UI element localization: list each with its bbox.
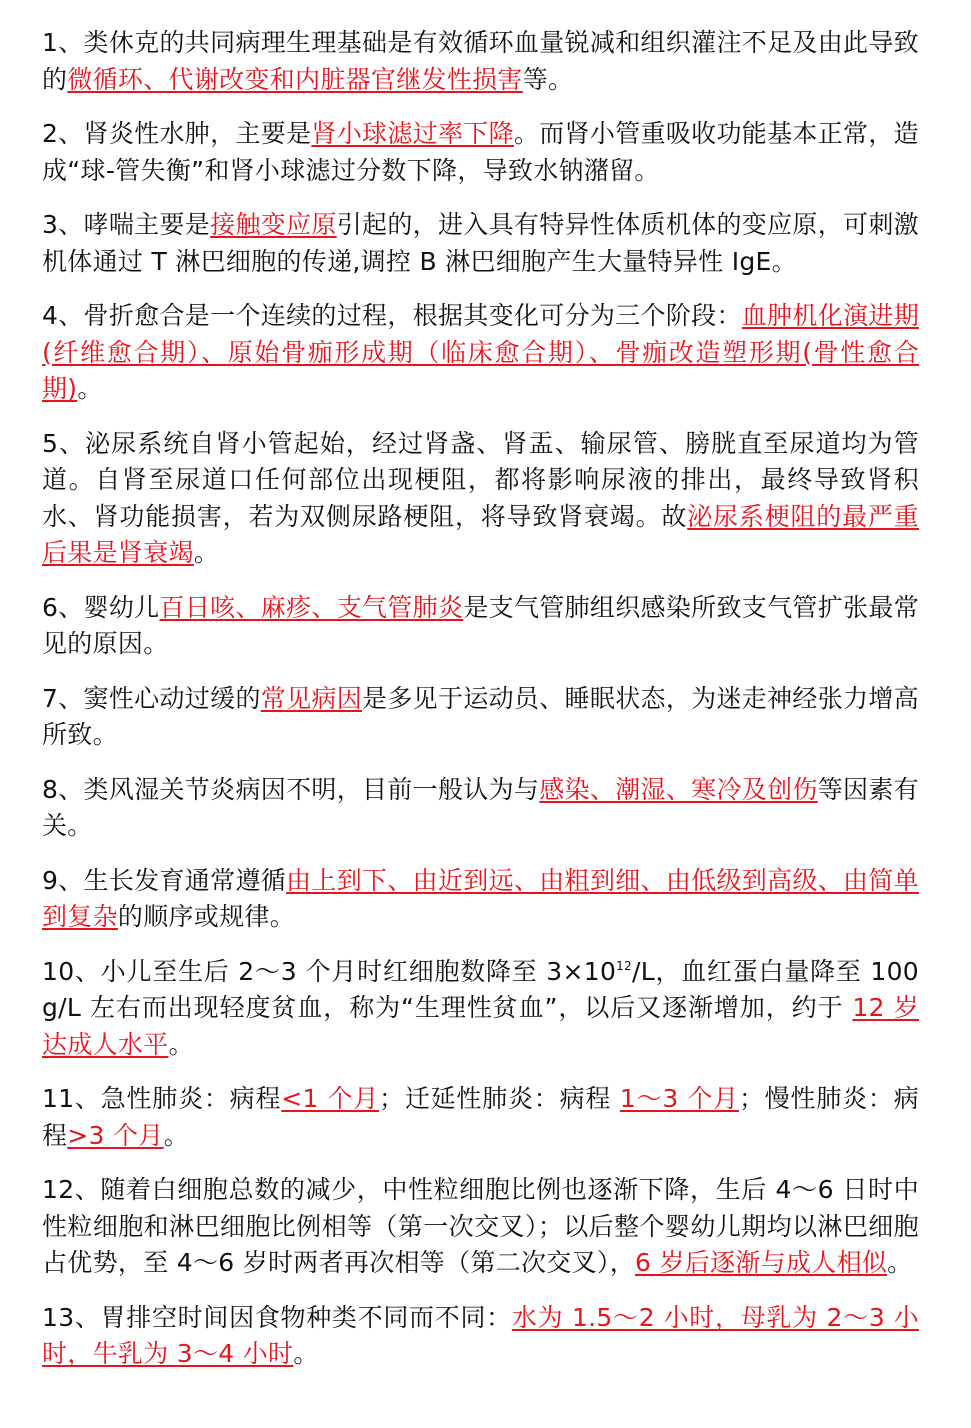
body-text: 等。: [522, 64, 574, 94]
knowledge-point-3: [42, 207, 919, 280]
knowledge-point-9: [42, 863, 919, 936]
highlighted-text: 泌尿系梗阻的最严重后果是肾衰竭: [42, 501, 919, 567]
body-text: ；慢性肺炎：病程: [42, 1084, 919, 1150]
body-text: 6、婴幼儿: [42, 592, 160, 622]
highlighted-text: >3 个月: [67, 1120, 164, 1150]
body-text: 。: [293, 1339, 319, 1368]
knowledge-point-2: [42, 116, 919, 189]
body-text: 5、泌尿系统自肾小管起始，经过肾盏、肾盂、输尿管、膀胱直至尿道均为管道。自肾至尿道口任何部位出现梗阻，都将影响尿液的排出，最终导致肾积水、肾功能损害，若为双侧尿路梗阻，将导致肾衰竭。故: [42, 428, 919, 531]
knowledge-point-11: [42, 1081, 919, 1154]
knowledge-point-1: [42, 25, 919, 98]
highlighted-text: 水为 1.5～2 小时，母乳为 2～3 小时，牛乳为 3～4 小时: [42, 1302, 919, 1368]
knowledge-point-8: [42, 772, 919, 845]
highlighted-text: 常见病因: [260, 683, 363, 713]
superscript-text: 12: [616, 958, 633, 973]
highlighted-text: 1～3 个月: [619, 1084, 739, 1113]
body-text: 。: [77, 374, 103, 403]
body-text: 12、随着白细胞总数的减少，中性粒细胞比例也逐渐下降，生后 4～6 日时中性粒细胞和淋巴细胞比例相等（第一次交叉）；以后整个婴幼儿期均以淋巴细胞占优势，至 4～6 岁时两者再次相等（第二次交叉），: [42, 1175, 919, 1277]
body-text: 。而肾小管重吸收功能基本正常，造成“球-管失衡”和肾小球滤过分数下降，导致水钠潴留。: [42, 119, 919, 185]
body-text: 。: [193, 538, 220, 567]
body-text: 1、类休克的共同病理生理基础是有效循环血量锐减和组织灌注不足及由此导致的: [42, 28, 919, 94]
highlighted-text: 微循环、代谢改变和内脏器官继发性损害: [67, 64, 523, 94]
body-text: ；迁延性肺炎：病程: [379, 1084, 620, 1113]
body-text: 等因素有关。: [42, 774, 919, 840]
highlighted-text: 肾小球滤过率下降: [311, 119, 514, 148]
highlighted-text: 感染、潮湿、寒冷及创伤: [539, 774, 818, 804]
body-text: /L，血红蛋白量降至 100g/L 左右而出现轻度贫血，称为“生理性贫血”，以后又逐渐增加，约于: [42, 956, 919, 1022]
knowledge-point-5: [42, 426, 919, 572]
body-text: 。: [887, 1248, 913, 1277]
body-text: 是支气管肺组织感染所致支气管扩张最常见的原因。: [42, 592, 920, 658]
body-text: 4、骨折愈合是一个连续的过程，根据其变化可分为三个阶段：: [42, 301, 742, 330]
body-text: 11、急性肺炎：病程: [42, 1084, 282, 1113]
knowledge-point-4: [42, 298, 919, 408]
body-text: 2、肾炎性水肿，主要是: [42, 119, 312, 148]
highlighted-text: <1 个月: [281, 1084, 380, 1113]
body-text: 。: [168, 1029, 194, 1059]
highlighted-text: 百日咳、麻疹、支气管肺炎: [159, 592, 464, 622]
highlighted-text: 由上到下、由近到远、由粗到细、由低级到高级、由简单到复杂: [42, 865, 919, 931]
highlighted-text: 接触变应原: [210, 210, 337, 239]
highlighted-text: 6 岁后逐渐与成人相似: [635, 1248, 888, 1277]
body-text: 7、窦性心动过缓的: [42, 683, 261, 713]
body-text: 8、类风湿关节炎病因不明，目前一般认为与: [42, 774, 540, 804]
body-text: 9、生长发育通常遵循: [42, 865, 287, 895]
knowledge-point-6: [42, 590, 919, 663]
body-text: 3、哮喘主要是: [42, 210, 211, 239]
body-text: 引起的，进入具有特异性体质机体的变应原，可刺激机体通过 T 淋巴细胞的传递,调控 B 淋巴细胞产生大量特异性 IgE。: [42, 210, 919, 276]
knowledge-point-7: [42, 681, 919, 754]
body-text: 是多见于运动员、睡眠状态，为迷走神经张力增高所致。: [42, 683, 920, 749]
highlighted-text: 12 岁达成人水平: [42, 993, 919, 1059]
knowledge-point-list: [42, 25, 919, 1373]
highlighted-text: 血肿机化演进期(纤维愈合期）、原始骨痂形成期（临床愈合期）、骨痂改造塑形期(骨性愈合期): [42, 301, 919, 403]
knowledge-point-10: [42, 954, 919, 1064]
knowledge-point-13: [42, 1300, 919, 1373]
knowledge-point-12: [42, 1172, 919, 1282]
body-text: 13、胃排空时间因食物种类不同而不同：: [42, 1302, 512, 1332]
body-text: 的顺序或规律。: [117, 902, 296, 931]
body-text: 10、小儿至生后 2～3 个月时红细胞数降至 3×10: [42, 956, 617, 986]
body-text: 。: [163, 1120, 189, 1150]
